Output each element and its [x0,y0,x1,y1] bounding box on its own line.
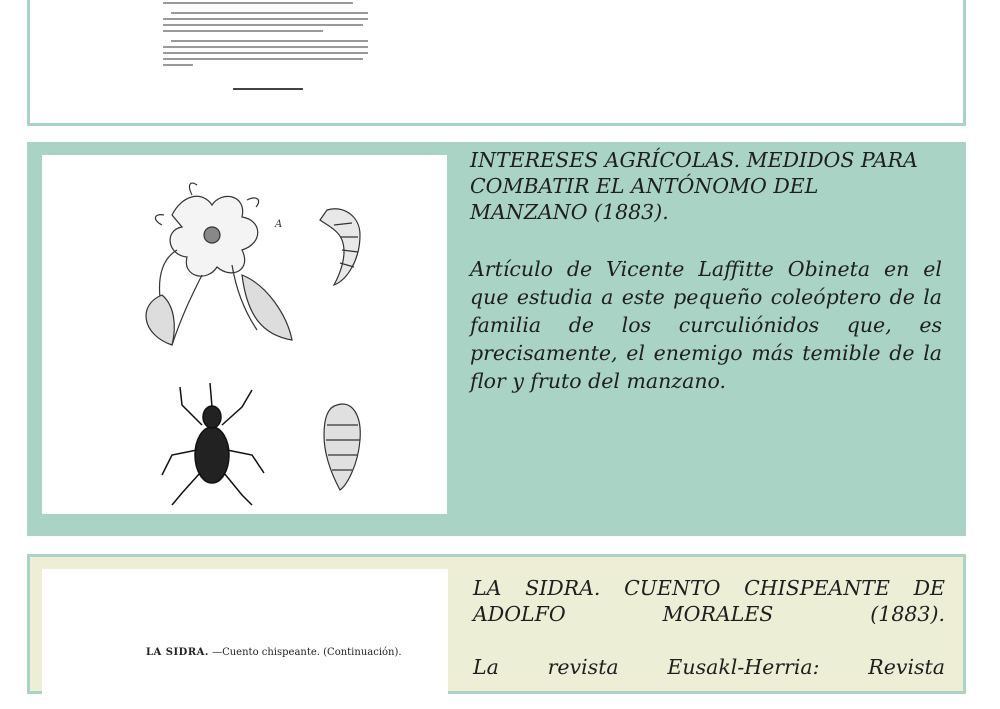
scan-heading: LA SIDRA. —Cuento chispeante. (Continuación). [146,647,402,658]
article-description: Artículo de Vicente Laffitte Obineta en el que estudia a este pequeño coleóptero de la familia de los curculiónidos que, es precisamente, el enemigo más temible de la flor y fruto del manzano. [470,257,942,393]
article-card-weevil [27,142,966,536]
scanned-text-lines [125,0,405,102]
article-description: La revista Eusakl-Herria: Revista [473,655,945,679]
article-title: LA SIDRA. CUENTO CHISPEANTE DE ADOLFO MORALES (1883). [473,576,945,626]
article-card-sidra [27,554,966,694]
figure-label: A [275,219,283,230]
scanned-page-image [125,0,405,102]
article-title: INTERESES AGRÍCOLAS. MEDIDOS PARA COMBATIR EL ANTÓNOMO DEL MANZANO (1883). [470,148,918,224]
larva-drawing [320,209,360,285]
article-card-scan [27,0,966,126]
article-text-weevil [470,147,942,395]
pupa-drawing [324,404,360,490]
weevil-illustration [42,155,447,514]
article-text-sidra [473,575,945,681]
apple-blossom-drawing [146,183,292,345]
weevil-engraving [42,155,447,514]
weevil-beetle-drawing [162,383,264,505]
scanned-page-image [42,569,448,709]
